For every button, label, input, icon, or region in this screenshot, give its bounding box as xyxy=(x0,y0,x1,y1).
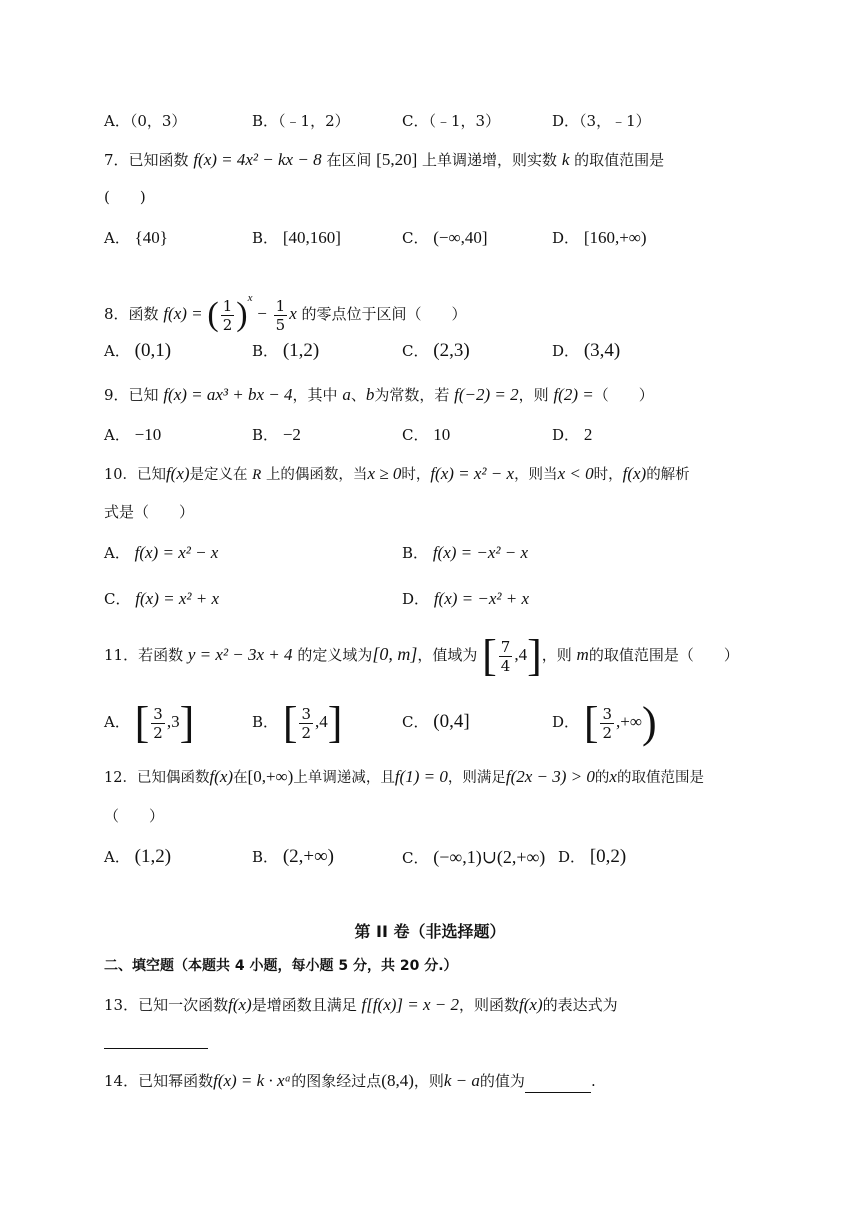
q12-mid2: 上单调递减，且 xyxy=(293,770,395,786)
question-13 xyxy=(104,994,618,1016)
q7-d-label: D． xyxy=(552,229,580,247)
q8-a-value: (0,1) xyxy=(134,340,172,361)
q6-option-d: D．（3，﹣1） xyxy=(552,112,651,130)
q8-exponent: x xyxy=(247,292,253,304)
q12-a-label: A． xyxy=(104,848,130,866)
q12-c-value: (−∞,1)∪(2,+∞) xyxy=(433,847,546,867)
q14-prefix: 14．已知幂函数 xyxy=(104,1072,214,1090)
q8-d-label: D． xyxy=(552,342,580,360)
q11-option-d xyxy=(552,698,657,747)
q8-c-value: (2,3) xyxy=(433,340,470,361)
q12-mid4: 的 xyxy=(594,770,610,786)
q8-c-label: C． xyxy=(402,342,429,360)
q11-range-den: 4 xyxy=(500,656,511,675)
q11-b-right-bracket: ] xyxy=(327,698,343,747)
q8-left-paren: ( xyxy=(207,296,219,333)
q11-a-num: 3 xyxy=(153,704,163,723)
question-11 xyxy=(104,631,739,680)
q12-interval: [0,+∞) xyxy=(247,767,294,786)
q11-b-right: ,4 xyxy=(315,712,328,731)
q7-a-value: {40} xyxy=(134,228,168,247)
q10-option-a xyxy=(104,542,218,564)
q11-c-value: (0,4] xyxy=(433,711,470,732)
q12-d-label: D． xyxy=(558,848,586,866)
q10-cond2: x < 0 xyxy=(557,464,594,483)
q10-mid: 是定义在 xyxy=(189,467,248,483)
q9-paren: （ ） xyxy=(593,386,654,404)
q9-b-var: b xyxy=(365,385,375,404)
q8-option-a xyxy=(104,340,171,362)
question-7 xyxy=(104,149,664,171)
q9-c-label: C． xyxy=(402,426,429,444)
q10-b-value: f(x) = −x² − x xyxy=(432,543,529,562)
q9-c-value: 10 xyxy=(433,425,451,444)
q9-prefix: 9．已知 xyxy=(104,386,159,404)
q12-paren: （ ） xyxy=(104,807,165,825)
q6-option-b: B．（﹣1，2） xyxy=(252,112,350,130)
q12-option-a xyxy=(104,846,171,868)
q10-b-label: B． xyxy=(402,544,429,562)
q14-answer-blank xyxy=(525,1070,591,1093)
q11-b-left-bracket: [ xyxy=(282,698,298,747)
q13-answer-blank xyxy=(104,1048,208,1049)
q9-mid2: 为常数，若 xyxy=(374,386,450,404)
q11-d-label: D． xyxy=(552,713,580,731)
q8-b-value: (1,2) xyxy=(282,340,320,361)
q10-prefix: 10．已知 xyxy=(104,467,166,483)
q11-option-b xyxy=(252,698,343,747)
section-title: 第 II 卷（非选择题） xyxy=(354,922,506,941)
q14-formula: f(x) = k · xᵃ xyxy=(213,1071,292,1090)
q7-suffix: 上单调递增，则实数 xyxy=(422,151,558,169)
question-8 xyxy=(104,278,467,335)
q10-mid2: 上的偶函数，当 xyxy=(265,467,368,483)
q7-mid: 在区间 xyxy=(326,151,372,169)
q11-b-den: 2 xyxy=(301,723,312,742)
q12-a-value: (1,2) xyxy=(134,846,172,867)
q11-a-right: ,3 xyxy=(166,712,180,731)
q13-mid: 是增函数且满足 xyxy=(251,996,357,1014)
q13-mid2: ，则函数 xyxy=(459,996,520,1014)
q9-formula: f(x) = ax³ + bx − 4 xyxy=(163,385,293,404)
q6-option-c: C．（﹣1，3） xyxy=(402,112,501,130)
question-10 xyxy=(104,463,690,486)
q7-a-label: A． xyxy=(104,229,130,247)
q11-a-label: A． xyxy=(104,713,130,731)
q10-mid3: 时， xyxy=(401,467,431,483)
q8-option-d xyxy=(552,340,620,362)
q9-a-value: −10 xyxy=(134,425,162,444)
q11-range-left-bracket: [ xyxy=(482,631,497,680)
q7-c-value: (−∞,40] xyxy=(433,228,488,247)
q11-range-num: 7 xyxy=(500,637,511,656)
question-12 xyxy=(104,766,704,789)
q10-option-b xyxy=(402,542,528,564)
q9-a-var: a xyxy=(342,385,351,404)
q7-var: k xyxy=(561,150,570,169)
q11-mid3: ，则 xyxy=(541,646,572,664)
q11-tail: 的取值范围是（ ） xyxy=(588,646,739,664)
q14-tail: 的值为 xyxy=(479,1072,525,1090)
q9-ask: f(2) = xyxy=(553,385,594,404)
q12-option-d xyxy=(558,846,626,868)
q10-a-label: A． xyxy=(104,544,130,562)
q8-frac-half xyxy=(221,297,235,334)
q9-option-c xyxy=(402,424,450,446)
q8-frac2-num: 1 xyxy=(275,296,286,315)
q14-expr: k − a xyxy=(443,1071,480,1090)
q13-cond: f[f(x)] = x − 2 xyxy=(361,995,460,1014)
q11-range-right: ,4 xyxy=(514,645,528,664)
q8-frac-fifth xyxy=(274,297,288,334)
q12-tail: 的取值范围是 xyxy=(616,770,704,786)
q8-lhs: f(x) = xyxy=(163,304,203,323)
q13-fx: f(x) xyxy=(228,995,252,1014)
q6-option-a: A．（0，3） xyxy=(104,112,187,130)
q8-minus: − xyxy=(257,304,267,323)
q11-d-num: 3 xyxy=(602,704,613,723)
q12-prefix: 12．已知偶函数 xyxy=(104,770,210,786)
q10-line2: 式是（ ） xyxy=(104,503,195,521)
q13-tail: 的表达式为 xyxy=(542,996,618,1014)
q10-R: R xyxy=(252,467,262,483)
question-14 xyxy=(104,1070,596,1093)
q9-d-label: D． xyxy=(552,426,580,444)
q14-end: . xyxy=(590,1072,596,1090)
q10-c-value: f(x) = x² + x xyxy=(135,589,219,608)
q11-d-left-bracket: [ xyxy=(583,698,599,747)
q11-m: m xyxy=(576,645,589,664)
q11-range-frac xyxy=(499,638,513,675)
q11-c-label: C． xyxy=(402,713,429,731)
q9-mid: ，其中 xyxy=(292,386,338,404)
q9-cond: f(−2) = 2 xyxy=(454,385,519,404)
q7-d-value: [160,+∞) xyxy=(583,228,647,247)
q7-b-value: [40,160] xyxy=(282,228,341,247)
q10-mid4: ，则当 xyxy=(514,467,558,483)
q7-b-label: B． xyxy=(252,229,279,247)
q12-mid3: ，则满足 xyxy=(447,770,506,786)
q11-a-left-bracket: [ xyxy=(134,698,150,747)
q12-option-c xyxy=(402,846,545,869)
q9-b-label: B． xyxy=(252,426,279,444)
q12-b-value: (2,+∞) xyxy=(282,846,334,867)
q8-frac2-den: 5 xyxy=(275,315,286,334)
q7-formula: f(x) = 4x² − kx − 8 xyxy=(193,150,322,169)
q10-tail: 的解析 xyxy=(646,467,690,483)
q8-frac1-den: 2 xyxy=(222,315,233,334)
q10-fx2: f(x) xyxy=(622,464,647,483)
q8-frac1-num: 1 xyxy=(222,296,233,315)
q7-option-a xyxy=(104,227,168,249)
q11-d-frac xyxy=(600,705,614,742)
q8-a-label: A． xyxy=(104,342,130,360)
q11-prefix: 11．若函数 xyxy=(104,646,184,664)
q8-option-c xyxy=(402,340,470,362)
q7-tail: 的取值范围是 xyxy=(574,151,665,169)
q10-formula: f(x) = x² − x xyxy=(430,464,515,483)
q12-d-value: [0,2) xyxy=(589,846,627,867)
q11-option-a xyxy=(104,698,195,747)
q11-d-right: ,+∞ xyxy=(616,712,642,731)
q10-mid5: 时， xyxy=(593,467,623,483)
q12-option-b xyxy=(252,846,334,868)
q8-suffix: 的零点位于区间（ ） xyxy=(301,305,467,323)
q7-prefix: 7．已知函数 xyxy=(104,151,189,169)
q11-mid: 的定义域为 xyxy=(297,646,373,664)
q12-cond: f(1) = 0 xyxy=(394,767,448,786)
q9-option-b xyxy=(252,424,301,446)
q8-right-paren: ) xyxy=(236,296,248,333)
q9-sep: 、 xyxy=(350,386,366,404)
q7-option-d xyxy=(552,227,647,249)
q9-mid3: ，则 xyxy=(518,386,549,404)
q14-mid: 的图象经过点 xyxy=(291,1072,382,1090)
q11-a-frac xyxy=(151,705,165,742)
q7-c-label: C． xyxy=(402,229,429,247)
q11-option-c xyxy=(402,702,470,742)
q11-d-right-paren: ) xyxy=(641,698,657,747)
q11-b-num: 3 xyxy=(301,704,312,723)
q8-prefix: 8．函数 xyxy=(104,305,159,323)
q8-d-value: (3,4) xyxy=(583,340,621,361)
q9-d-value: 2 xyxy=(583,425,593,444)
q7-interval: [5,20] xyxy=(376,150,418,169)
q12-b-label: B． xyxy=(252,848,279,866)
section-heading: 二、填空题（本题共 4 小题，每小题 5 分，共 20 分.） xyxy=(104,958,458,974)
q12-c-label: C． xyxy=(402,849,429,867)
q11-b-frac xyxy=(299,705,313,742)
question-9 xyxy=(104,384,654,406)
q12-x: x xyxy=(609,767,617,786)
q13-fx2: f(x) xyxy=(519,995,543,1014)
q9-a-label: A． xyxy=(104,426,130,444)
q11-range-right-bracket: ] xyxy=(527,631,542,680)
q9-option-a xyxy=(104,424,161,446)
q14-mid2: ，则 xyxy=(413,1072,444,1090)
q8-option-b xyxy=(252,340,319,362)
q8-xvar: x xyxy=(289,304,297,323)
q11-formula: y = x² − 3x + 4 xyxy=(187,645,293,664)
q11-domain: [0, m] xyxy=(372,644,418,664)
q11-a-right-bracket: ] xyxy=(179,698,195,747)
q10-a-value: f(x) = x² − x xyxy=(134,543,219,562)
q7-option-b xyxy=(252,227,341,249)
q10-c-label: C． xyxy=(104,590,131,608)
q12-fx: f(x) xyxy=(209,767,234,786)
q13-prefix: 13．已知一次函数 xyxy=(104,996,229,1014)
q8-b-label: B． xyxy=(252,342,279,360)
q10-cond1: x ≥ 0 xyxy=(367,464,402,483)
q12-mid: 在 xyxy=(233,770,248,786)
q9-b-value: −2 xyxy=(282,425,301,444)
q7-paren: ( ) xyxy=(104,188,146,206)
q11-b-label: B． xyxy=(252,713,279,731)
q10-fx: f(x) xyxy=(165,464,190,483)
q9-option-d xyxy=(552,424,592,446)
q10-option-d xyxy=(402,588,529,610)
q11-d-den: 2 xyxy=(602,723,613,742)
q11-mid2: ，值域为 xyxy=(417,646,478,664)
q7-option-c xyxy=(402,227,488,249)
q14-point: (8,4) xyxy=(381,1071,414,1090)
q12-ineq: f(2x − 3) > 0 xyxy=(505,767,595,786)
q11-a-den: 2 xyxy=(153,723,163,742)
q10-option-c xyxy=(104,588,219,610)
q10-d-label: D． xyxy=(402,590,430,608)
q10-d-value: f(x) = −x² + x xyxy=(433,589,530,608)
